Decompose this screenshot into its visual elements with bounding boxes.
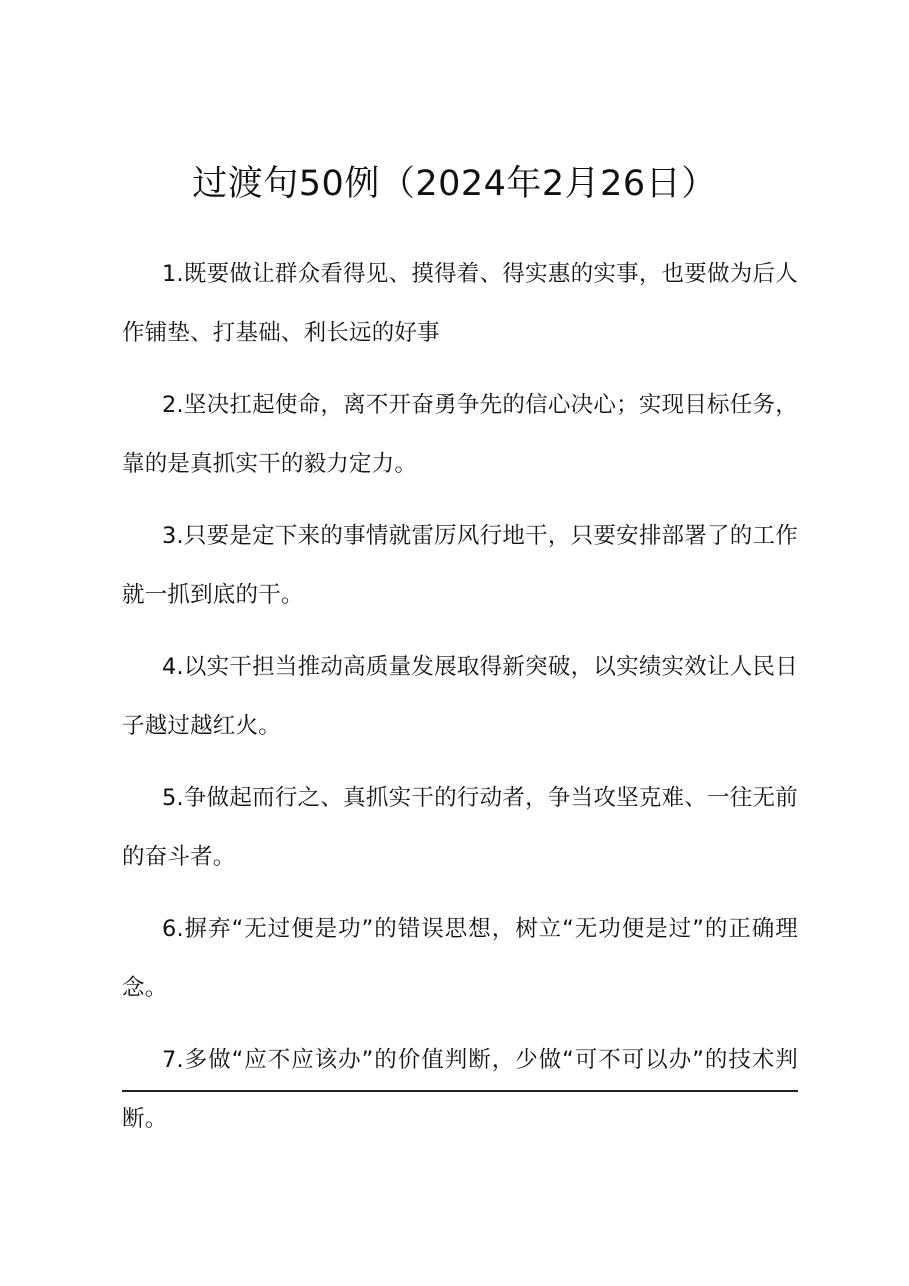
paragraph-7: 7.多做“应不应该办”的价值判断，少做“可不可以办”的技术判断。 xyxy=(122,1047,798,1132)
bottom-divider xyxy=(122,1090,798,1092)
paragraph-6: 6.摒弃“无过便是功”的错误思想，树立“无功便是过”的正确理念。 xyxy=(122,916,798,1001)
paragraph-5: 5.争做起而行之、真抓实干的行动者，争当攻坚克难、一往无前的奋斗者。 xyxy=(122,785,798,870)
document-body xyxy=(122,245,798,1162)
paragraph-4: 4.以实干担当推动高质量发展取得新突破，以实绩实效让人民日子越过越红火。 xyxy=(122,654,798,739)
document-title: 过渡句50例（2024年2月26日） xyxy=(192,164,717,204)
paragraph-3: 3.只要是定下来的事情就雷厉风行地干，只要安排部署了的工作就一抓到底的干。 xyxy=(122,523,798,608)
paragraph-1: 1.既要做让群众看得见、摸得着、得实惠的实事，也要做为后人作铺垫、打基础、利长远的好事 xyxy=(122,261,798,346)
paragraph-2: 2.坚决扛起使命，离不开奋勇争先的信心决心；实现目标任务，靠的是真抓实干的毅力定力。 xyxy=(122,392,798,477)
